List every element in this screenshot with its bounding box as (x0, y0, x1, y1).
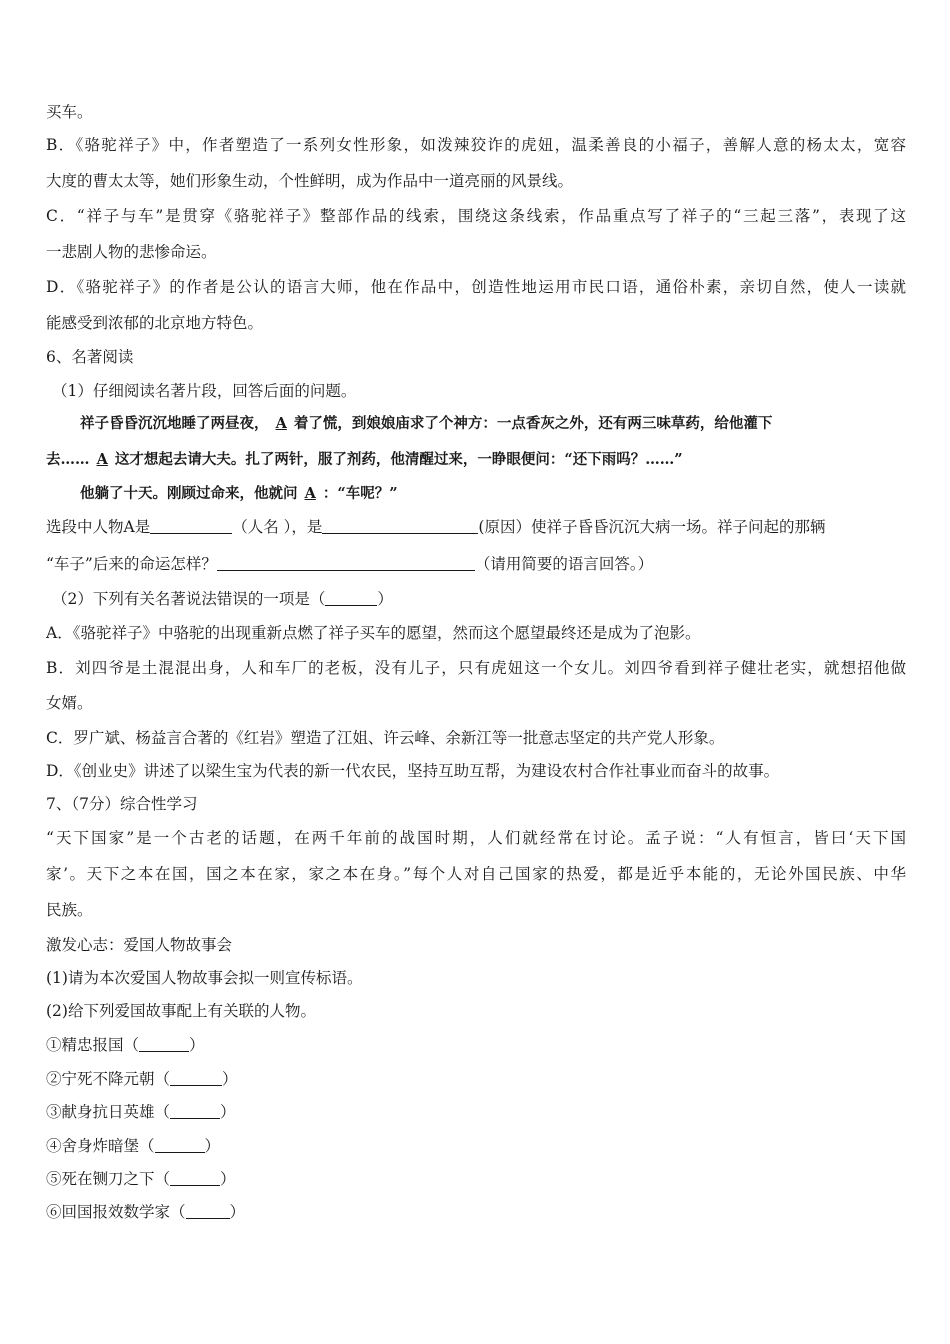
placeholder-a: A (96, 451, 108, 468)
q7-item (46, 1101, 236, 1123)
answer-blank-item[interactable] (186, 1201, 230, 1219)
q7-item (46, 1034, 205, 1056)
q5-option-d-line2: 能感受到浓郁的北京地方特色。 (46, 314, 264, 332)
q7-theme: 激发心志：爱国人物故事会 (46, 936, 233, 954)
excerpt-text: ：“车呢？” (322, 485, 398, 502)
item-close: ） (229, 1203, 246, 1221)
answer-blank-item[interactable] (170, 1101, 220, 1119)
answer-blank-name[interactable] (150, 516, 232, 534)
q6-option-c: C．罗广斌、杨益言合著的《红岩》塑造了江姐、许云峰、余新江等一批意志坚定的共产党人形象。 (46, 729, 725, 747)
placeholder-a: A (304, 485, 316, 502)
q7-intro-line1: “天下国家”是一个古老的话题，在两千年前的战国时期，人们就经常在讨论。孟子说：“人有恒言，皆曰‘天下国 (46, 829, 906, 847)
q7-item (46, 1135, 220, 1157)
question-text: “车子”后来的命运怎样？ (46, 555, 217, 573)
excerpt-text: 祥子昏昏沉沉地睡了两昼夜， (80, 415, 269, 432)
q7-item (46, 1201, 245, 1223)
q6-excerpt-line2 (46, 449, 683, 471)
item-close: ） (222, 1070, 238, 1088)
excerpt-text: 他躺了十天。刚顾过命来，他就问 (80, 485, 298, 502)
q6-part2-prompt (52, 588, 393, 610)
q6-option-b-line2: 女婿。 (46, 694, 93, 712)
item-close: ） (220, 1103, 236, 1121)
q6-part1-prompt: （1）仔细阅读名著片段，回答后面的问题。 (52, 382, 357, 400)
answer-blank-item[interactable] (155, 1135, 205, 1153)
q6-excerpt-line3 (80, 483, 398, 505)
question-text: （2）下列有关名著说法错误的一项是（ (52, 590, 326, 608)
q7-item (46, 1068, 238, 1090)
item-close: ） (220, 1170, 236, 1188)
answer-blank-choice[interactable] (325, 588, 377, 606)
q5-option-b-line2: 大度的曹太太等，她们形象生动，个性鲜明，成为作品中一道亮丽的风景线。 (46, 172, 574, 190)
excerpt-text: 着了慌，到娘娘庙求了个神方：一点香灰之外，还有两三味草药，给他灌下 (293, 415, 773, 432)
answer-blank-reason[interactable] (322, 516, 478, 534)
q6-option-b-line1: B．刘四爷是土混混出身，人和车厂的老板，没有儿子，只有虎妞这一个女儿。刘四爷看到祥子健壮老实，就想招他做 (46, 659, 906, 677)
answer-blank-fate[interactable] (217, 553, 475, 571)
q7-sub2: (2)给下列爱国故事配上有关联的人物。 (46, 1002, 316, 1020)
question-text: (原因）使祥子昏昏沉沉大病一场。祥子问起的那辆 (478, 518, 826, 536)
item-label: ⑤死在铡刀之下（ (46, 1170, 171, 1188)
q6-title: 6、名著阅读 (46, 348, 134, 366)
answer-blank-item[interactable] (170, 1068, 222, 1086)
q6-question-line2 (46, 553, 653, 575)
answer-blank-item[interactable] (139, 1034, 189, 1052)
item-close: ） (204, 1137, 221, 1155)
q5-option-c-line1: C．“祥子与车”是贯穿《骆驼祥子》整部作品的线索，围绕这条线索，作品重点写了祥子的“三起三落”，表现了这 (46, 207, 906, 225)
q6-question-line1 (46, 516, 825, 538)
excerpt-text: 这才想起去请大夫。扎了两针，服了剂药，他清醒过来，一睁眼便问：“还下雨吗？……” (114, 451, 683, 468)
question-text: 选段中人物A是 (46, 518, 151, 536)
placeholder-a: A (275, 415, 287, 432)
question-text: （人名 ），是 (232, 518, 323, 536)
q5-option-c-line2: 一悲剧人物的悲惨命运。 (46, 243, 217, 261)
q5-option-d-line1: D．《骆驼祥子》的作者是公认的语言大师，他在作品中，创造性地运用市民口语，通俗朴素，亲切自然，使人一读就 (46, 278, 906, 296)
item-label: ②宁死不降元朝（ (46, 1070, 171, 1088)
excerpt-text: 去…… (46, 451, 90, 468)
item-label: ③献身抗日英雄（ (46, 1103, 171, 1121)
item-close: ） (189, 1036, 205, 1054)
q7-sub1: (1)请为本次爱国人物故事会拟一则宣传标语。 (46, 969, 363, 987)
q5-tail: 买车。 (46, 103, 93, 121)
q6-excerpt-line1 (80, 413, 772, 435)
item-label: ①精忠报国（ (46, 1036, 140, 1054)
item-label: ⑥回国报效数学家（ (46, 1203, 186, 1221)
answer-blank-item[interactable] (170, 1168, 220, 1186)
q7-intro-line2: 家’。天下之本在国，国之本在家，家之本在身。”每个人对自己国家的热爱，都是近乎本能的，无论外国民族、中华 (46, 865, 906, 883)
q5-option-b-line1: B．《骆驼祥子》中，作者塑造了一系列女性形象，如泼辣狡诈的虎妞，温柔善良的小福子，善解人意的杨太太，宽容 (46, 136, 906, 154)
q6-option-a: A．《骆驼祥子》中骆驼的出现重新点燃了祥子买车的愿望，然而这个愿望最终还是成为了泡影。 (46, 624, 701, 642)
q6-option-d: D．《创业史》讲述了以梁生宝为代表的新一代农民，坚持互助互帮，为建设农村合作社事业而奋斗的故事。 (46, 762, 780, 780)
q7-intro-line3: 民族。 (46, 901, 93, 919)
q7-title: 7、（7分）综合性学习 (46, 795, 198, 813)
item-label: ④舍身炸暗堡（ (46, 1137, 155, 1155)
question-text: ） (377, 590, 393, 608)
q7-item (46, 1168, 236, 1190)
question-text: （请用简要的语言回答。） (474, 555, 654, 573)
